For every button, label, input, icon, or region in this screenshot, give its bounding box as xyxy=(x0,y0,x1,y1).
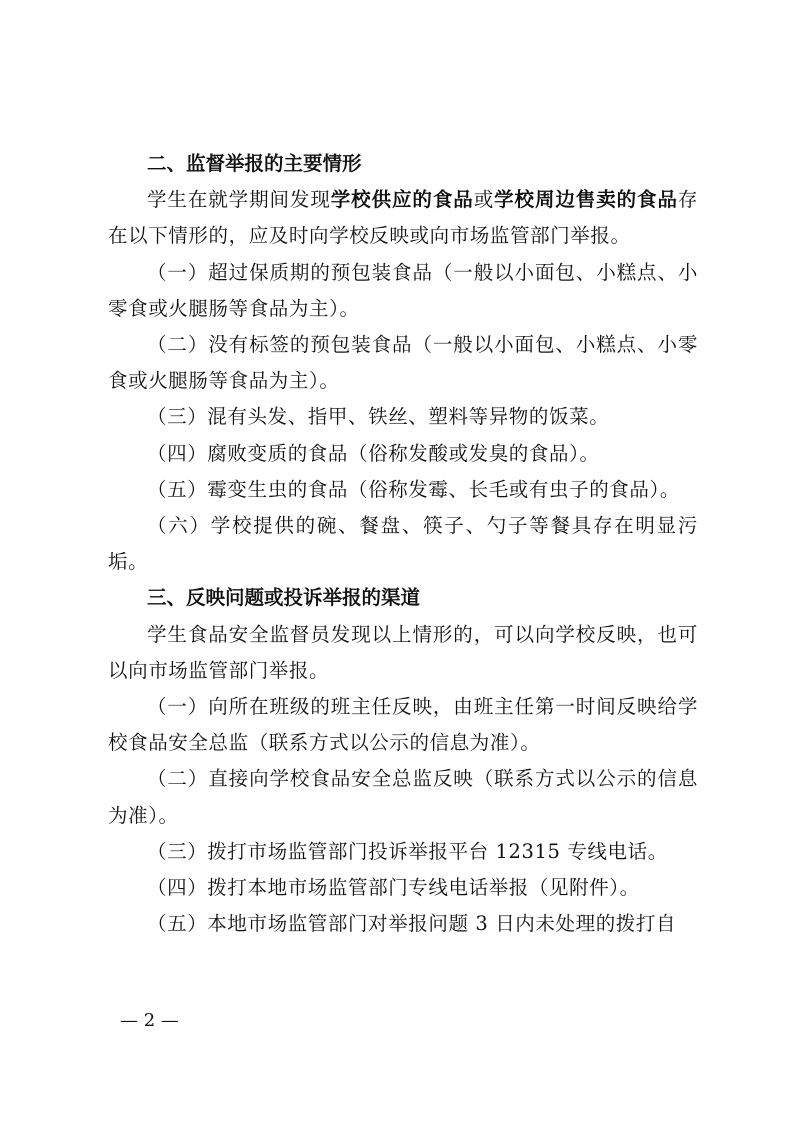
section-intro-paragraph xyxy=(108,182,698,254)
list-item-unprocessed-report: （五）本地市场监管部门对举报问题 3 日内未处理的拨打自 xyxy=(147,912,677,936)
intro-bold-nearby-food: 学校周边售卖的食品 xyxy=(494,188,678,212)
list-item-expired-food: （一）超过保质期的预包装食品（一般以小面包、小糕点、小零食或火腿肠等食品为主）。 xyxy=(108,260,698,320)
list-item-unlabeled-food: （二）没有标签的预包装食品（一般以小面包、小糕点、小零食或火腿肠等食品为主）。 xyxy=(108,333,698,393)
list-item-dirty-tableware: （六）学校提供的碗、餐盘、筷子、勺子等餐具存在明显污垢。 xyxy=(108,514,698,574)
list-item-12315-hotline: （三）拨打市场监管部门投诉举报平台 12315 专线电话。 xyxy=(147,839,668,863)
list-item-spoiled-food: （四）腐败变质的食品（俗称发酸或发臭的食品）。 xyxy=(147,441,600,465)
intro-text-post: 存在以下情形的，应及时向学校反映或向市场监管部门举报。 xyxy=(108,188,698,248)
intro-text-or: 或 xyxy=(473,188,495,212)
list-item-food-safety-director: （二）直接向学校食品安全总监反映（联系方式以公示的信息为准）。 xyxy=(108,767,698,827)
list-item-class-teacher: （一）向所在班级的班主任反映，由班主任第一时间反映给学校食品安全总监（联系方式以公示的信息为准）。 xyxy=(108,695,698,755)
intro-text-pre: 学生在就学期间发现 xyxy=(147,188,331,212)
page-number: — 2 — xyxy=(120,1010,179,1031)
list-item-local-hotline: （四）拨打本地市场监管部门专线电话举报（见附件）。 xyxy=(147,876,640,900)
section-heading-reporting-channels: 三、反映问题或投诉举报的渠道 xyxy=(147,586,421,610)
list-item-foreign-matter: （三）混有头发、指甲、铁丝、塑料等异物的饭菜。 xyxy=(147,405,610,429)
intro-bold-school-food: 学校供应的食品 xyxy=(330,188,474,212)
list-item-moldy-food: （五）霉变生虫的食品（俗称发霉、长毛或有虫子的食品）。 xyxy=(147,477,680,501)
section-heading-reporting-situations: 二、监督举报的主要情形 xyxy=(147,152,362,175)
section-intro-paragraph-channels: 学生食品安全监督员发现以上情形的，可以向学校反映，也可以向市场监管部门举报。 xyxy=(108,622,698,682)
document-body xyxy=(108,146,698,942)
